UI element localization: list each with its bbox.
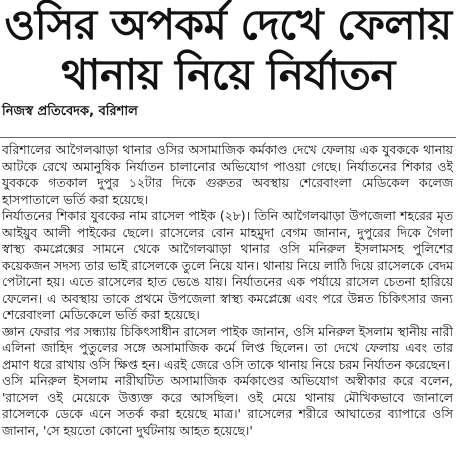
- headline-line-2: থানায় নিয়ে নির্যাতন: [61, 50, 395, 99]
- divider: [0, 137, 456, 138]
- article-paragraph: ওসি মনিরুল ইসলাম নারীঘটিত অসামাজিক কর্মকাণ্ডের অভিযোগ অস্বীকার করে বলেন, 'রাসেল ওই মেয়েকে উত্ত্যক্ত করে আসছিল। ওই মেয়ে থানায় মৌখিকভাবে জানালে রাসেলকে ডেকে এনে সতর্ক করা হয়েছে মাত্র।' রাসেলের শরীরে আঘাতের ব্যাপারে ওসি জানান, 'সে হয়তো কোনো দুর্ঘটনায় আহত হয়েছে।': [2, 373, 453, 438]
- article-paragraph: বরিশালের আগৈলঝাড়া থানার ওসির অসামাজিক কর্মকাণ্ড দেখে ফেলায় এক যুবককে থানায় আটকে রেখে অমানুষিক নির্যাতন চালানোর অভিযোগ পাওয়া গেছে। নির্যাতনের শিকার ওই যুবককে গতকাল দুপুর ১২টার দিকে গুরুতর অবস্থায় শেরেবাংলা মেডিকেল কলেজ হাসপাতালে ভর্তি করা হয়েছে।: [2, 142, 453, 207]
- byline: নিজস্ব প্রতিবেদক, বরিশাল: [2, 104, 138, 119]
- article-paragraph: জ্ঞান ফেরার পর সন্ধ্যায় চিকিৎসাধীন রাসেল পাইক জানান, ওসি মনিরুল ইসলাম স্থানীয় নারী এলিনা জাহিদ পুতুলের সঙ্গে অসামাজিক কর্মে লিপ্ত ছিলেন। তা দেখে ফেলায় এবং তার প্রমাণ ধরে রাখায় ওসি ক্ষিপ্ত হন। এরই জেরে ওসি তাকে থানায় নিয়ে চরম নির্যাতন করেছেন।: [2, 323, 453, 372]
- article-body: [0, 142, 456, 439]
- headline: [0, 0, 456, 100]
- headline-line-1: ওসির অপকর্ম দেখে ফেলায়: [4, 0, 452, 49]
- article-paragraph: নির্যাতনের শিকার যুবকের নাম রাসেল পাইক (২৮)। তিনি আগৈলঝাড়া উপজেলা শহরের মৃত আইয়ুব আলী পাইকের ছেলে। রাসেলের বোন মাহমুদা বেগম জানান, দুপুরের দিকে গৈলা স্বাস্থ্য কমপ্লেক্সের সামনে থেকে আগৈলঝাড়া থানার ওসি মনিরুল ইসলামসহ পুলিশের কয়েকজন সদস্য তার ভাই রাসেলকে তুলে নিয়ে যান। থানায় নিয়ে লাঠি দিয়ে রাসেলকে বেদম পেটানো হয়। এতে রাসেলের হাত ভেঙে যায়। নির্যাতনের এক পর্যায়ে রাসেল চেতনা হারিয়ে ফেলেন। এ অবস্থায় তাকে প্রথমে উপজেলা স্বাস্থ্য কমপ্লেক্সে এবং পরে উন্নত চিকিৎসার জন্য শেরেবাংলা মেডিকেলে ভর্তি করা হয়েছে।: [2, 208, 453, 322]
